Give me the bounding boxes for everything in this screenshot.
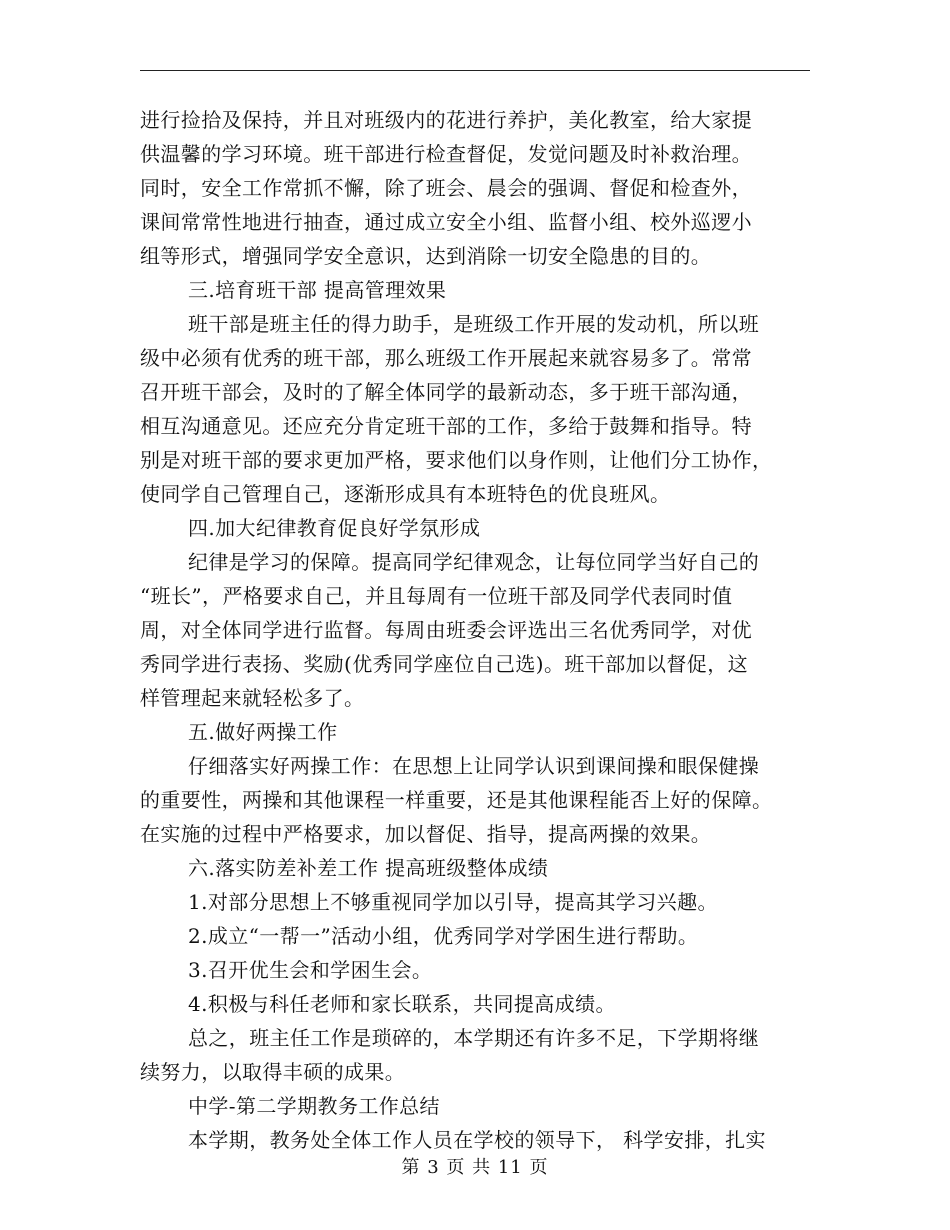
text-line: 相互沟通意见。还应充分肯定班干部的工作，多给于鼓舞和指导。特 [140, 414, 752, 438]
list-item: 4.积极与科任老师和家长联系，共同提高成绩。 [188, 992, 616, 1016]
text-line: 召开班干部会，及时的了解全体同学的最新动态，多于班干部沟通， [140, 380, 752, 404]
list-item: 2.成立“一帮一”活动小组，优秀同学对学困生进行帮助。 [188, 924, 699, 948]
text-line: 进行捡拾及保持，并且对班级内的花进行养护，美化教室，给大家提 [140, 108, 752, 132]
text-line: 周，对全体同学进行监督。每周由班委会评选出三名优秀同学，对优 [140, 618, 752, 642]
text-line: 组等形式，增强同学安全意识，达到消除一切安全隐患的目的。 [140, 244, 712, 268]
text-line: 续努力，以取得丰硕的成果。 [140, 1060, 406, 1084]
text-line: 课间常常性地进行抽查，通过成立安全小组、监督小组、校外巡逻小 [140, 210, 752, 234]
text-line: 在实施的过程中严格要求，加以督促、指导，提高两操的效果。 [140, 822, 712, 846]
header-rule [140, 70, 810, 71]
page-footer: 第 3 页 共 11 页 [401, 1157, 549, 1178]
document-title: 中学-第二学期教务工作总结 [188, 1094, 440, 1118]
section-heading: 三.培育班干部 提高管理效果 [188, 278, 447, 302]
section-heading: 五.做好两操工作 [188, 720, 338, 744]
text-line: 班干部是班主任的得力助手，是班级工作开展的发动机，所以班 [188, 312, 760, 336]
text-line: 同时，安全工作常抓不懈，除了班会、晨会的强调、督促和检查外， [140, 176, 752, 200]
text-line: 仔细落实好两操工作：在思想上让同学认识到课间操和眼保健操 [188, 754, 760, 778]
text-line: 别是对班干部的要求更加严格，要求他们以身作则，让他们分工协作， [140, 448, 773, 472]
text-line: 本学期，教务处全体工作人员在学校的领导下， 科学安排，扎实 [188, 1128, 766, 1152]
text-line: 样管理起来就轻松多了。 [140, 686, 365, 710]
list-item: 3.召开优生会和学困生会。 [188, 958, 433, 982]
text-line: 秀同学进行表扬、奖励(优秀同学座位自己选)。班干部加以督促，这 [140, 652, 749, 676]
body-text [140, 103, 810, 1157]
list-item: 1.对部分思想上不够重视同学加以引导，提高其学习兴趣。 [188, 890, 718, 914]
text-line: 使同学自己管理自己，逐渐形成具有本班特色的优良班风。 [140, 482, 671, 506]
section-heading: 六.落实防差补差工作 提高班级整体成绩 [188, 856, 549, 880]
section-heading: 四.加大纪律教育促良好学氛形成 [188, 516, 481, 540]
text-line: 供温馨的学习环境。班干部进行检查督促，发觉问题及时补救治理。 [140, 142, 752, 166]
text-line: “班长”，严格要求自己，并且每周有一位班干部及同学代表同时值 [140, 584, 733, 608]
text-line: 级中必须有优秀的班干部，那么班级工作开展起来就容易多了。常常 [140, 346, 752, 370]
text-line: 总之，班主任工作是琐碎的，本学期还有许多不足，下学期将继 [188, 1026, 760, 1050]
text-line: 的重要性，两操和其他课程一样重要，还是其他课程能否上好的保障。 [140, 788, 773, 812]
text-line: 纪律是学习的保障。提高同学纪律观念，让每位同学当好自己的 [188, 550, 760, 574]
